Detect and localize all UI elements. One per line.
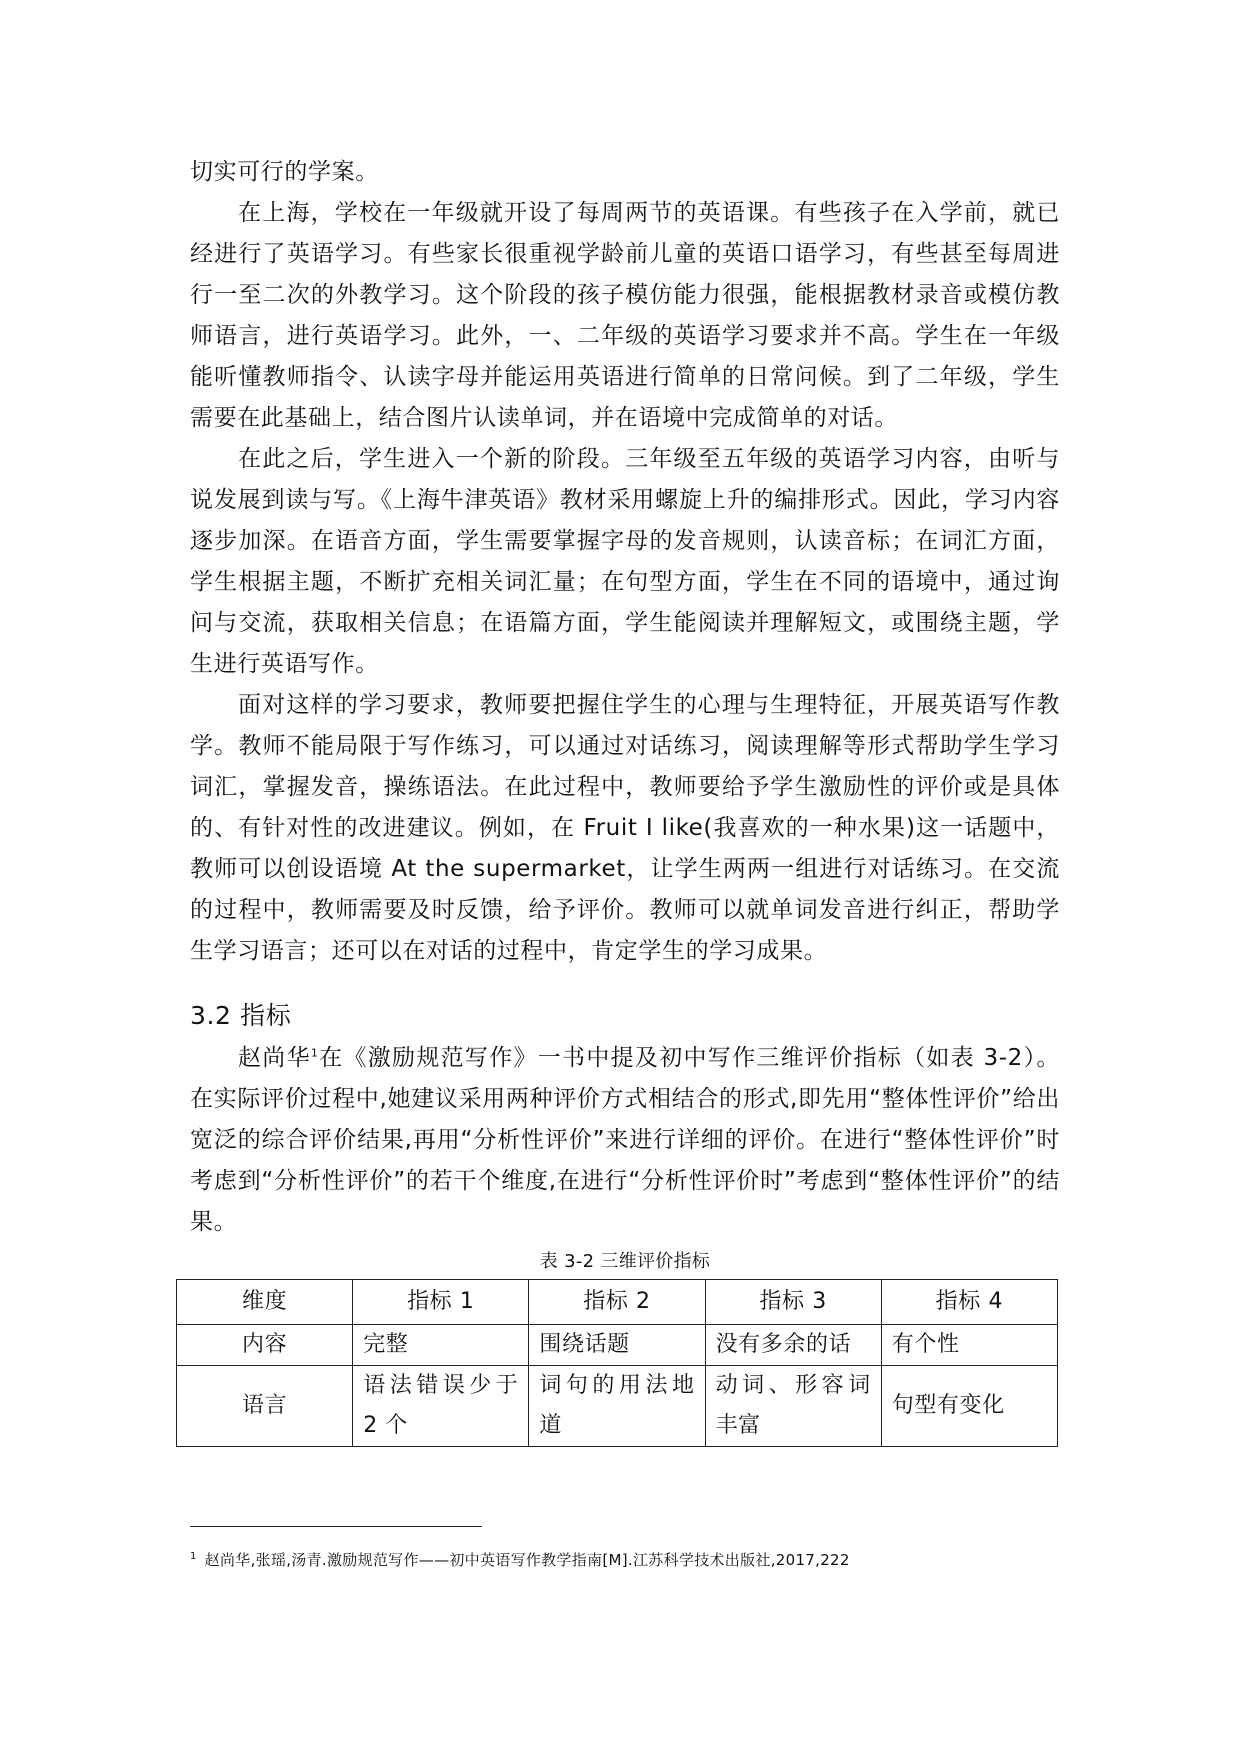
table-header-row (177, 1280, 1058, 1325)
paragraph-5 (190, 1038, 1060, 1243)
footnote-mark: 1 (190, 1551, 197, 1562)
paragraph-3: 在此之后，学生进入一个新的阶段。三年级至五年级的英语学习内容，由听与说发展到读与写。《上海牛津英语》教材采用螺旋上升的编排形式。因此，学习内容逐步加深。在语音方面，学生需要掌握字母的发音规则，认读音标；在词汇方面，学生根据主题，不断扩充相关词汇量；在句型方面，学生在不同的语境中，通过询问与交流，获取相关信息；在语篇方面，学生能阅读并理解短文，或围绕主题，学生进行英语写作。 (190, 446, 1060, 677)
table-caption: 表 3-2 三维评价指标 (539, 1251, 711, 1272)
section-heading: 3.2 指标 (190, 1001, 292, 1030)
table-cell: 句型有变化 (881, 1366, 1057, 1447)
paragraph-4: 面对这样的学习要求，教师要把握住学生的心理与生理特征，开展英语写作教学。教师不能局限于写作练习，可以通过对话练习，阅读理解等形式帮助学生学习词汇，掌握发音，操练语法。在此过程中，教师要给予学生激励性的评价或是具体的、有针对性的改进建议。例如，在 Fruit I like(我喜欢的一种水果)这一话题中，教师可以创设语境 At the supermarket，让学生两两一组进行对话练习。在交流的过程中，教师需要及时反馈，给予评价。教师可以就单词发音进行纠正，帮助学生学习语言；还可以在对话的过程中，肯定学生的学习成果。 (190, 692, 1060, 964)
table-cell: 语法错误少于 2 个 (353, 1366, 529, 1447)
table-cell: 词句的用法地道 (529, 1366, 705, 1447)
footnote-reference: 1 (310, 1046, 319, 1060)
table-cell: 完整 (353, 1325, 529, 1366)
footnote (190, 1546, 1090, 1571)
table-row (177, 1325, 1058, 1366)
table-cell: 围绕话题 (529, 1325, 705, 1366)
header-cell-criterion-3: 指标 3 (705, 1280, 881, 1325)
table-cell: 动词、形容词丰富 (705, 1366, 881, 1447)
paragraph-5-text: 在《激励规范写作》一书中提及初中写作三维评价指标（如表 3-2）。在实际评价过程中,她建议采用两种评价方式相结合的形式,即先用“整体性评价”给出宽泛的综合评价结果,再用“分析性评价”来进行详细的评价。在进行“整体性评价”时考虑到“分析性评价”的若干个维度,在进行“分析性评价时”考虑到“整体性评价”的结果。 (190, 1045, 1060, 1235)
author-name: 赵尚华 (238, 1045, 311, 1071)
table-cell: 语言 (177, 1366, 353, 1447)
evaluation-criteria-table (176, 1279, 1058, 1447)
header-cell-criterion-2: 指标 2 (529, 1280, 705, 1325)
paragraph-1: 切实可行的学案。 (190, 159, 379, 185)
footnote-divider (190, 1526, 482, 1527)
header-cell-criterion-1: 指标 1 (353, 1280, 529, 1325)
table-cell: 没有多余的话 (705, 1325, 881, 1366)
header-cell-criterion-4: 指标 4 (881, 1280, 1057, 1325)
paragraph-2: 在上海，学校在一年级就开设了每周两节的英语课。有些孩子在入学前，就已经进行了英语学习。有些家长很重视学龄前儿童的英语口语学习，有些甚至每周进行一至二次的外教学习。这个阶段的孩子模仿能力很强，能根据教材录音或模仿教师语言，进行英语学习。此外，一、二年级的英语学习要求并不高。学生在一年级能听懂教师指令、认读字母并能运用英语进行简单的日常问候。到了二年级，学生需要在此基础上，结合图片认读单词，并在语境中完成简单的对话。 (190, 200, 1060, 431)
table-cell: 内容 (177, 1325, 353, 1366)
document-body (190, 152, 1060, 1447)
table-row (177, 1366, 1058, 1447)
table-cell: 有个性 (881, 1325, 1057, 1366)
header-cell-dimension: 维度 (177, 1280, 353, 1325)
footnote-text: 赵尚华,张瑶,汤青.激励规范写作——初中英语写作教学指南[M].江苏科学技术出版社,2017,222 (204, 1551, 850, 1569)
